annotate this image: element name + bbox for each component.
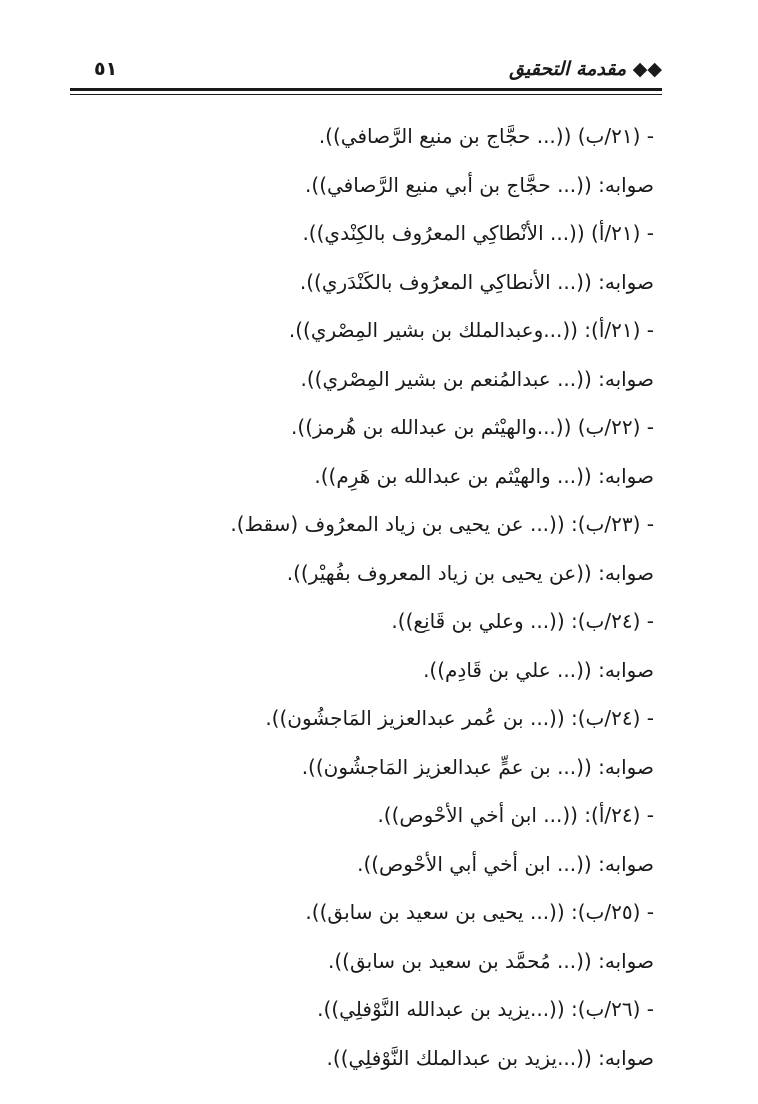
corrections-list [180,112,654,1082]
running-header [70,52,662,92]
text-line: - (٢٢/ب) ((...والهيْثم بن عبدالله بن هُرمز)). [291,415,654,439]
text-line: صوابه: ((...يزيد بن عبدالملك النَّوْفلِي)). [326,1045,654,1070]
text-line: صوابه: ((... الأنطاكِي المعرُوف بالكَنْدَري)). [299,269,654,294]
text-line: صوابه: ((عن يحيى بن زياد المعروف بفُهيْر)). [286,560,654,585]
text-line: صوابه: ((... والهيْثم بن عبدالله بن هَرِم)). [314,463,654,488]
text-line: - (٢٦/ب): ((...يزيد بن عبدالله النَّوْفلِي)). [317,997,654,1021]
text-line: - (٢٥/ب): ((... يحيى بن سعيد بن سابق)). [305,900,654,924]
text-line: - (٢٣/ب): ((... عن يحيى بن زياد المعرُوف (سقط). [230,512,654,536]
header-rule-thin [70,94,662,95]
text-line: - (٢١/ب) ((... حجَّاج بن منيع الرَّصافي)). [318,124,654,148]
text-line: - (٢٤/ب): ((... بن عُمر عبدالعزيز المَاجشُون)). [265,706,654,730]
text-line: صوابه: ((... علي بن قَادِم)). [423,657,654,682]
text-line: صوابه: ((... مُحمَّد بن سعيد بن سابق)). [328,948,654,973]
text-line: - (٢٤/أ): ((... ابن أخي الأحْوص)). [377,803,654,827]
header-rule [70,88,662,91]
text-line: صوابه: ((... حجَّاج بن أبي منيع الرَّصافي)). [305,172,654,197]
page-number: ٥١ [94,58,118,80]
text-line: - (٢١/أ): ((...وعبدالملك بن بشير المِصْري)). [288,318,654,342]
text-line: - (٢٤/ب): ((... وعلي بن قَانِع)). [391,609,654,633]
text-line: صوابه: ((... بن عمٍّ عبدالعزيز المَاجشُون)). [301,754,654,779]
header-title: ◆◆ مقدمة التحقيق [509,58,662,80]
text-line: صوابه: ((... ابن أخي أبي الأحْوص)). [357,851,654,876]
text-line: صوابه: ((... عبدالمُنعم بن بشير المِصْري)). [300,366,654,391]
text-line: - (٢١/أ) ((... الأنْطاكِي المعرُوف بالكِنْدي)). [302,221,654,245]
